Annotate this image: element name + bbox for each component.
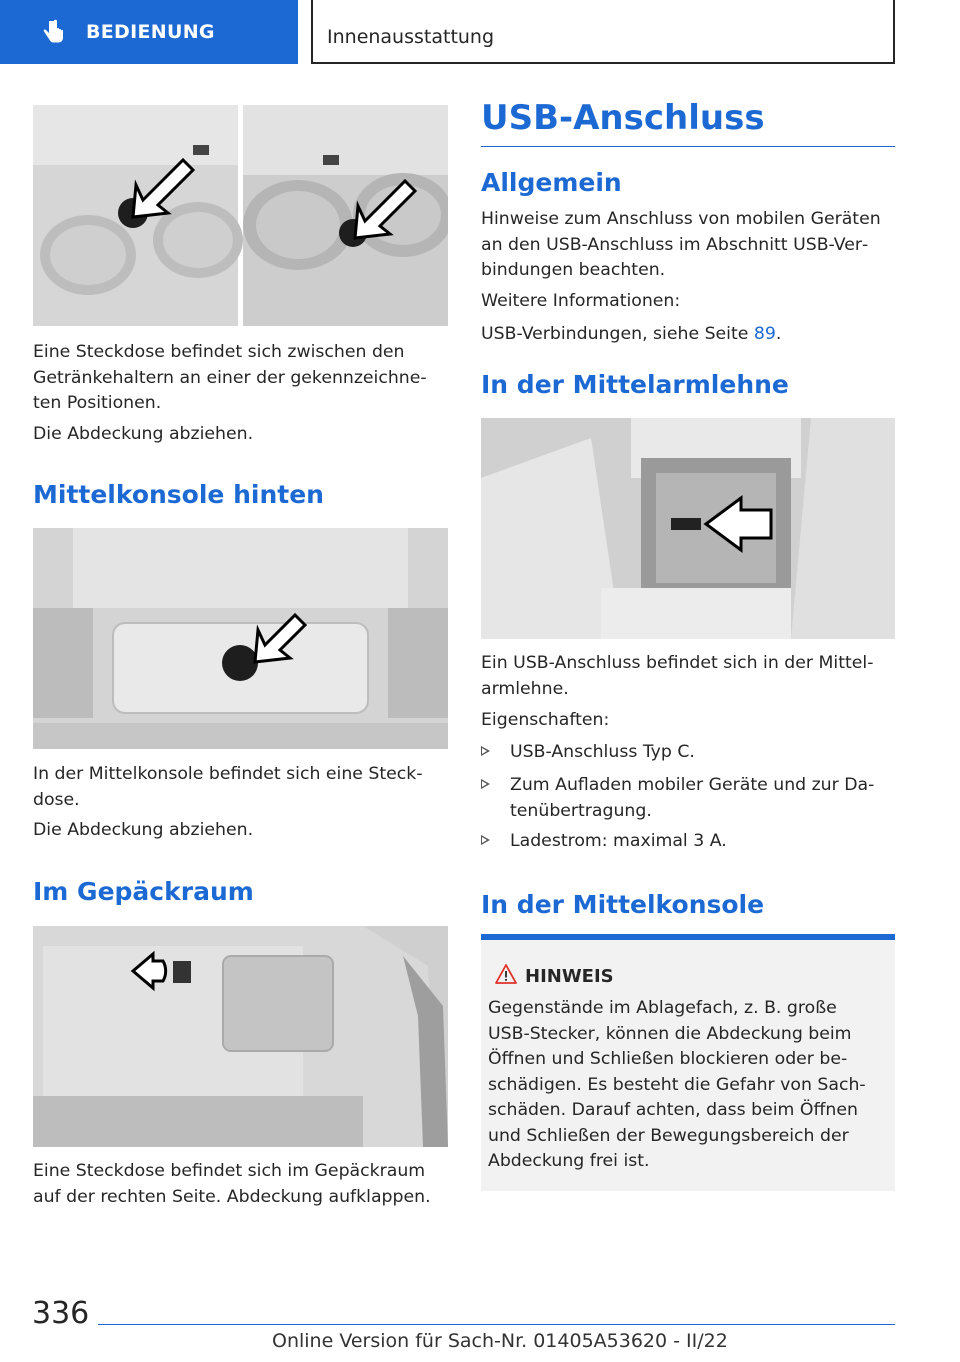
heading-rear-console: Mittelkonsole hinten — [33, 480, 324, 509]
armrest-usb-image — [481, 418, 895, 639]
bullet-triangle-icon — [481, 746, 490, 756]
trunk-caption: Eine Steckdose befindet sich im Gepäckraum auf der rechten Seite. Abdeckung aufklappen. — [33, 1161, 431, 1207]
rear-console-instruction: Die Abdeckung abziehen. — [33, 820, 254, 840]
title-divider — [481, 146, 895, 147]
general-text: Hinweise zum Anschluss von mobilen Geräten an den USB-Anschluss im Abschnitt USB-Verbindungen beachten. — [481, 209, 881, 280]
cupholder-instruction: Die Abdeckung abziehen. — [33, 424, 254, 444]
bullet-triangle-icon — [481, 779, 490, 789]
footer-divider — [98, 1324, 895, 1325]
page-reference-link[interactable]: 89 — [753, 324, 776, 344]
heading-trunk: Im Gepäckraum — [33, 877, 254, 906]
properties-label: Eigenschaften: — [481, 710, 610, 730]
reference-end: . — [775, 324, 782, 344]
notice-text: Gegenstände im Ablagefach, z. B. große USB-Stecker, können die Abdeckung beim Öffnen und Schließen blockieren oder beschädigen. Es besteht die Gefahr von Sachschäden. Darauf achten, dass beim Öffnen und Schließen der Bewegungsbereich der Abdeckung frei ist. — [488, 998, 866, 1171]
cupholder-caption: Eine Steckdose befindet sich zwischen den Getränkehaltern an einer der gekennzeichneten Positionen. — [33, 342, 427, 413]
notice-title: HINWEIS — [525, 966, 614, 987]
online-version-note: Online Version für Sach-Nr. 01405A53620 - II/22 — [272, 1330, 728, 1352]
bullet-triangle-icon — [481, 835, 490, 845]
section-tab[interactable] — [0, 0, 298, 64]
reference-text: USB-Verbindungen, siehe Seite — [481, 324, 754, 344]
heading-center-console: In der Mittelkonsole — [481, 890, 765, 919]
rear-console-caption: In der Mittelkonsole befindet sich eine Steckdose. — [33, 764, 423, 810]
heading-armrest: In der Mittelarmlehne — [481, 370, 789, 399]
chapter-title: Innenausstattung — [327, 26, 495, 48]
more-info-label: Weitere Informationen: — [481, 291, 681, 311]
section-title: BEDIENUNG — [86, 21, 215, 43]
cupholder-socket-image — [33, 105, 448, 326]
warning-triangle-icon — [495, 964, 517, 984]
reference-line — [481, 322, 895, 348]
hand-pointer-icon — [40, 19, 66, 45]
armrest-caption: Ein USB-Anschluss befindet sich in der Mittelarmlehne. — [481, 653, 874, 699]
chapter-header — [311, 0, 895, 64]
notice-box — [481, 934, 895, 1191]
trunk-socket-image — [33, 926, 448, 1147]
rear-console-socket-image — [33, 528, 448, 749]
page-number: 336 — [32, 1296, 90, 1331]
page-title: USB-Anschluss — [481, 98, 765, 138]
heading-general: Allgemein — [481, 168, 622, 197]
